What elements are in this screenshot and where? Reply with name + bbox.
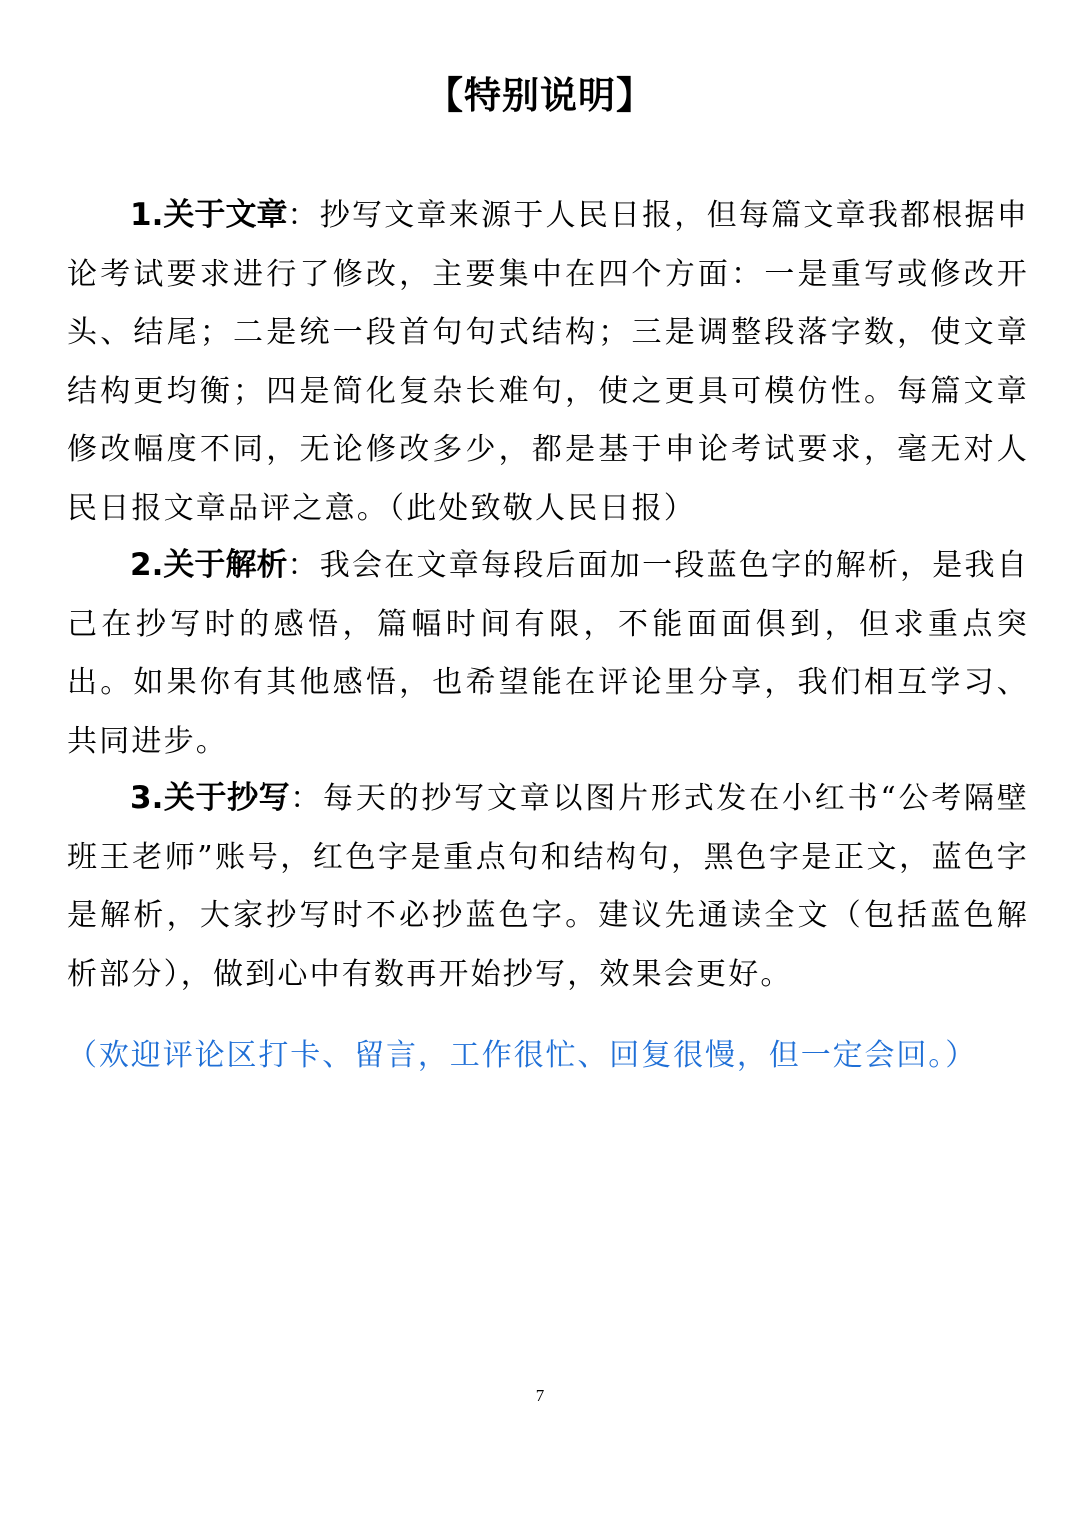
page-title: 【特别说明】 <box>426 74 654 117</box>
paragraph-about-copying <box>67 769 1029 1004</box>
paragraph-body: ：每天的抄写文章以图片形式发在小红书“公考隔壁班王老师”账号，红色字是重点句和结构句，黑色字是正文，蓝色字是解析，大家抄写时不必抄蓝色字。建议先通读全文（包括蓝色解析部分），做到心中有数再开始抄写，效果会更好。 <box>67 781 1029 992</box>
comment-invitation-note: （欢迎评论区打卡、留言，工作很忙、回复很慢，但一定会回。） <box>67 1038 978 1073</box>
paragraph-body: ：我会在文章每段后面加一段蓝色字的解析，是我自己在抄写时的感悟，篇幅时间有限，不能面面俱到，但求重点突出。如果你有其他感悟，也希望能在评论里分享，我们相互学习、共同进步。 <box>67 548 1029 759</box>
paragraph-heading: 1.关于文章 <box>130 197 288 233</box>
paragraph-body: ：抄写文章来源于人民日报，但每篇文章我都根据申论考试要求进行了修改，主要集中在四个方面：一是重写或修改开头、结尾；二是统一段首句句式结构；三是调整段落字数，使文章结构更均衡；四是简化复杂长难句，使之更具可模仿性。每篇文章修改幅度不同，无论修改多少，都是基于申论考试要求，毫无对人民日报文章品评之意。（此处致敬人民日报） <box>67 198 1029 526</box>
page-number: 7 <box>535 1386 545 1405</box>
paragraph-heading: 3.关于抄写 <box>130 780 291 816</box>
paragraph-heading: 2.关于解析 <box>130 547 288 583</box>
paragraph-about-analysis <box>67 536 1029 771</box>
paragraph-about-article <box>67 186 1029 538</box>
